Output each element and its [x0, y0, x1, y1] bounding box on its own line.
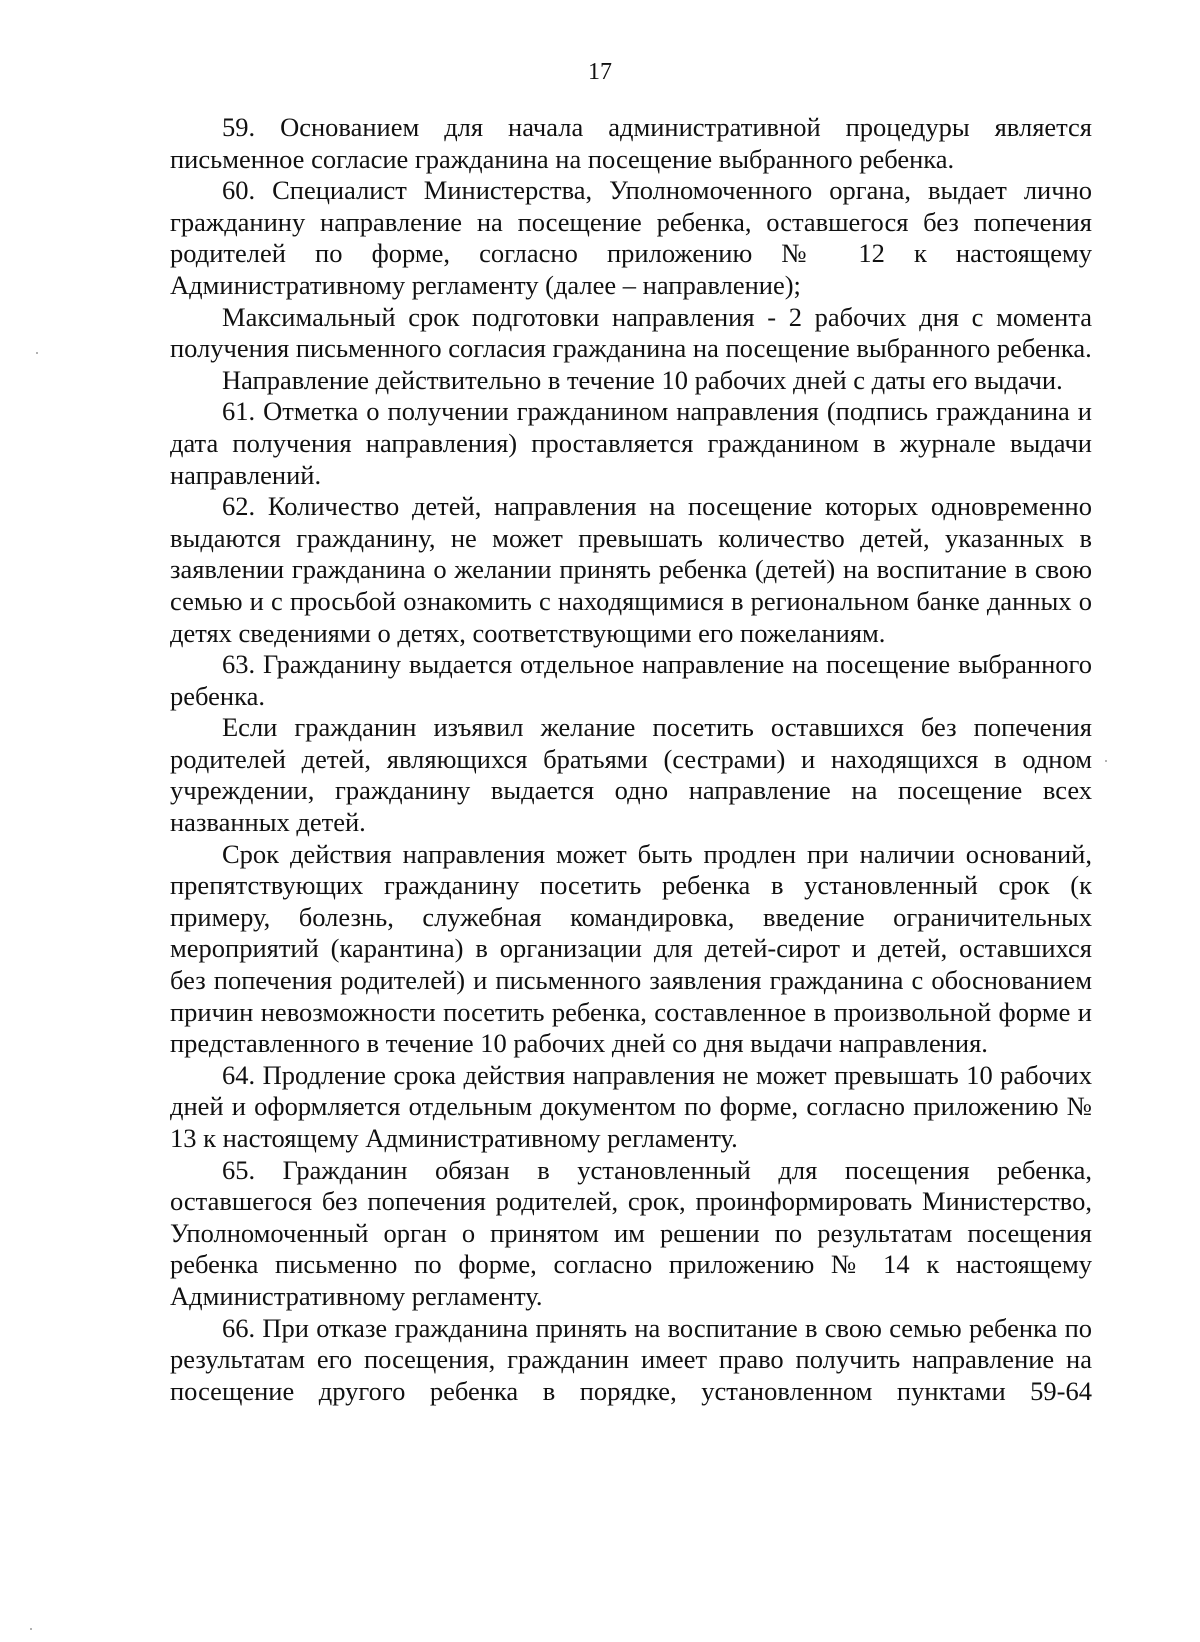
paragraph-59: 59. Основанием для начала административной процедуры является письменное согласие гражданина на посещение выбранного ребенка.: [170, 112, 1092, 174]
scan-speck: [1105, 760, 1107, 762]
paragraph-65: 65. Гражданин обязан в установленный для посещения ребенка, оставшегося без попечения родителей, срок, проинформировать Министерство, Уполномоченный орган о принятом им решении по результатам посещения ребенка письменно по форме, согласно приложению № 14 к настоящему Административному регламенту.: [170, 1154, 1092, 1311]
paragraph-62: 62. Количество детей, направления на посещение которых одновременно выдаются гражданину, не может превышать количество детей, указанных в заявлении гражданина о желании принять ребенка (детей) на воспитание в свою семью и с просьбой ознакомить с находящимися в региональном банке данных о детях сведениями о детях, соответствующими его пожеланиям.: [170, 491, 1092, 648]
paragraph-63-extension: Срок действия направления может быть продлен при наличии оснований, препятствующих гражданину посетить ребенка в установленный срок (к примеру, болезнь, служебная командировка, введение ограничительных мероприятий (карантина) в организации для детей-сирот и детей, оставшихся без попечения родителей) и письменного заявления гражданина с обоснованием причин невозможности посетить ребенка, составленное в произвольной форме и представленного в течение 10 рабочих дней со дня выдачи направления.: [170, 838, 1092, 1059]
paragraph-60: 60. Специалист Министерства, Уполномоченного органа, выдает лично гражданину направление на посещение ребенка, оставшегося без попечения родителей по форме, согласно приложению № 12 к настоящему Административному регламенту (далее – направление);: [170, 175, 1092, 300]
paragraph-63-siblings: Если гражданин изъявил желание посетить оставшихся без попечения родителей детей, являющихся братьями (сестрами) и находящихся в одном учреждении, гражданину выдается одно направление на посещение всех названных детей.: [170, 712, 1092, 838]
paragraph-64: 64. Продление срока действия направления не может превышать 10 рабочих дней и оформляется отдельным документом по форме, согласно приложению № 13 к настоящему Административному регламенту.: [170, 1059, 1092, 1153]
scan-speck: [30, 1628, 32, 1630]
document-body: [170, 112, 1092, 1407]
paragraph-60-max-term: Максимальный срок подготовки направления - 2 рабочих дня с момента получения письменного согласия гражданина на посещение выбранного ребенка.: [170, 301, 1092, 364]
paragraph-60-validity: Направление действительно в течение 10 рабочих дней с даты его выдачи.: [222, 364, 1063, 395]
paragraph-63: 63. Гражданину выдается отдельное направление на посещение выбранного ребенка.: [170, 649, 1092, 711]
paragraph-61: 61. Отметка о получении гражданином направления (подпись гражданина и дата получения направления) проставляется гражданином в журнале выдачи направлений.: [170, 396, 1092, 490]
page-number: 17: [588, 59, 612, 85]
paragraph-66: 66. При отказе гражданина принять на воспитание в свою семью ребенка по результатам его посещения, гражданин имеет право получить направление на посещение другого ребенка в порядке, установленном пунктами 59-64: [170, 1312, 1092, 1406]
scan-speck: [36, 352, 38, 354]
